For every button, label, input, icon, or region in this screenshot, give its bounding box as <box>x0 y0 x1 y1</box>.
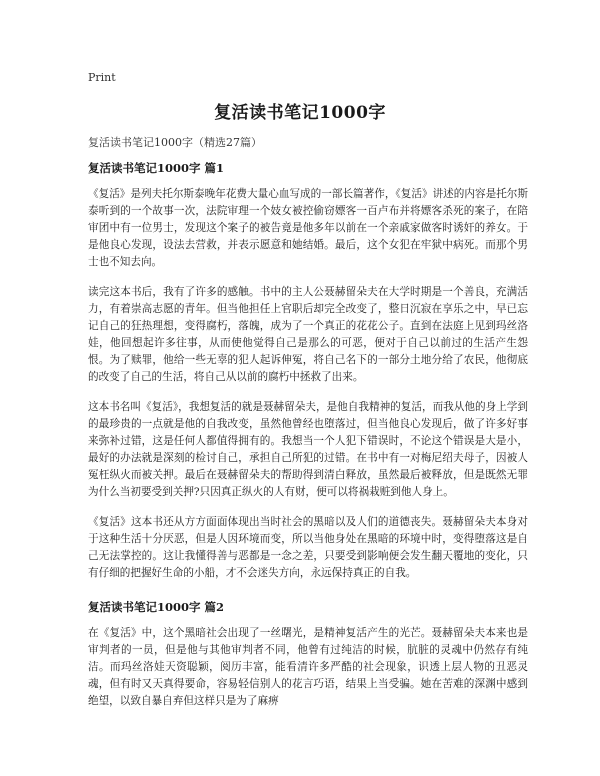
section-heading: 复活读书笔记1000字 篇1 <box>88 161 225 175</box>
document-body <box>88 160 528 710</box>
paragraph: 读完这本书后，我有了许多的感触。书中的主人公聂赫留朵夫在大学时期是一个善良，充满活力，有着崇高志愿的青年。但当他担任上官职后却完全改变了，整日沉寂在享乐之中，早已忘记自己的狂热理想，变得腐朽，落魄，成为了一个真正的花花公子。直到在法庭上见到玛丝洛娃，他回想起许多往事，从而使他觉得自己是那么的可恶，便对于自己以前过的生活产生怨恨。为了赎罪，他给一些无辜的犯人起诉伸冤，将自己名下的一部分土地分给了农民，他彻底的改变了自己的生活，将自己从以前的腐朽中拯救了出来。 <box>88 286 528 383</box>
section-heading: 复活读书笔记1000字 篇2 <box>88 600 225 614</box>
section-2 <box>88 599 528 710</box>
paragraph: 《复活》是列夫托尔斯泰晚年花费大量心血写成的一部长篇著作，《复活》讲述的内容是托尔斯泰听到的一个故事一次，法院审理一个妓女被控偷窃嫖客一百卢布并将嫖客杀死的案子，在陪审团中有一位男士，发现这个案子的被告竟是他多年以前在一个亲戚家做客时诱奸的养女。于是他良心发现，设法去营救，并表示愿意和她结婚。最后，这个女犯在牢狱中病死。而那个男士也不知去向。 <box>88 188 528 268</box>
paragraph: 《复活》这本书还从方方面面体现出当时社会的黑暗以及人们的道德丧失。聂赫留朵夫本身对于这种生活十分厌恶，但是人因环境而变，所以当他身处在黑暗的环境中时，变得堕落这是自己无法掌控的。这让我懂得善与恶都是一念之差，只要受到影响便会发生翻天覆地的变化，只有仔细的把握好生命的小船，才不会迷失方向，永远保持真正的自我。 <box>88 516 528 579</box>
document-subtitle: 复活读书笔记1000字（精选27篇） <box>88 136 262 149</box>
document-title: 复活读书笔记1000字 <box>214 103 386 123</box>
paragraph: 这本书名叫《复活》，我想复活的就是聂赫留朵夫，是他自我精神的复活，而我从他的身上学到的最珍贵的一点就是他的自我改变，虽然他曾经也堕落过，但当他良心发现后，做了许多好事来弥补过错，这是任何人都值得拥有的。我想当一个人犯下错误时，不论这个错误是大是小，最好的办法就是深刻的检讨自己，承担自己所犯的过错。在书中有一对梅尼绍夫母子，因被人冤枉纵火而被关押。最后在聂赫留朵夫的帮助得到清白释放，虽然最后被释放，但是既然无罪为什么当初要受到关押?只因真正纵火的人有财，便可以将祸栽赃到他人身上。 <box>88 401 528 498</box>
section-1 <box>88 160 528 582</box>
paragraph: 在《复活》中，这个黑暗社会出现了一丝曙光，是精神复活产生的光芒。聂赫留朵夫本来也是审判者的一员，但是他与其他审判者不同，他曾有过纯洁的时候，肮脏的灵魂中仍然存有纯洁。而玛丝洛娃天资聪颖，阅历丰富，能看清许多严酷的社会现象，识透上层人物的丑恶灵魂，但有时又天真得要命，容易轻信别人的花言巧语，结果上当受骗。她在苦难的深渊中感到绝望，以致自暴自弃但这样只是为了麻痹 <box>88 627 528 707</box>
print-label: Print <box>88 71 116 84</box>
